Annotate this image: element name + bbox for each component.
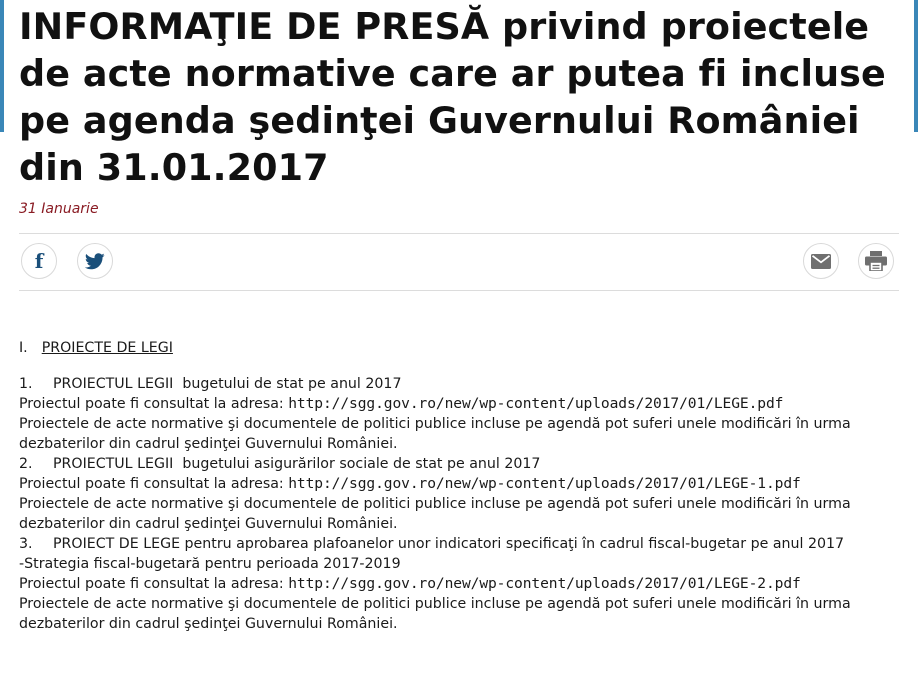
document-link[interactable]: http://sgg.gov.ro/new/wp-content/uploads/2017/01/LEGE-2.pdf (288, 575, 801, 592)
article-title: INFORMAŢIE DE PRESĂ privind proiectele de acte normative care ar putea fi incluse pe agenda şedinţei Guvernului României din 31.01.2017 (19, 5, 886, 189)
item-number: 2. (19, 456, 33, 472)
item-consult-line (19, 394, 899, 414)
section-title: PROIECTE DE LEGI (41, 340, 173, 356)
item-note: Proiectele de acte normative şi documentele de politici publice incluse pe agendă pot suferi unele modificări în urma dezbaterilor din cadrul şedinţei Guvernului României. (19, 596, 851, 632)
item-title (19, 534, 899, 554)
twitter-icon (85, 253, 105, 270)
section-heading (19, 338, 899, 358)
document-link[interactable]: http://sgg.gov.ro/new/wp-content/uploads/2017/01/LEGE.pdf (288, 395, 784, 412)
item-consult-line (19, 474, 899, 494)
twitter-share-button[interactable] (77, 243, 113, 279)
list-item (19, 534, 899, 634)
facebook-icon: f (34, 249, 44, 273)
item-title-rest: bugetului asigurărilor sociale de stat pe anul 2017 (173, 456, 541, 472)
item-consult-line (19, 574, 899, 594)
article-body (19, 338, 899, 634)
email-icon (811, 254, 831, 269)
item-note: Proiectele de acte normative şi documentele de politici publice incluse pe agendă pot suferi unele modificări în urma dezbaterilor din cadrul şedinţei Guvernului României. (19, 496, 851, 532)
item-note: Proiectele de acte normative şi documentele de politici publice incluse pe agendă pot suferi unele modificări în urma dezbaterilor din cadrul şedinţei Guvernului României. (19, 416, 851, 452)
print-icon (865, 251, 887, 271)
item-title-rest: pentru aprobarea plafoanelor unor indicatori specificaţi în cadrul fiscal-bugetar pe anul 2017 (180, 536, 845, 552)
consult-label: Proiectul poate fi consultat la adresa: (19, 576, 289, 592)
share-bar (19, 233, 899, 291)
list-item (19, 454, 899, 534)
document-link[interactable]: http://sgg.gov.ro/new/wp-content/uploads/2017/01/LEGE-1.pdf (288, 475, 801, 492)
item-extra: -Strategia fiscal-bugetară pentru perioada 2017-2019 (19, 556, 401, 572)
item-title (19, 454, 899, 474)
email-share-button[interactable] (803, 243, 839, 279)
print-button[interactable] (858, 243, 894, 279)
facebook-share-button[interactable] (21, 243, 57, 279)
item-title (19, 374, 899, 394)
item-title-rest: bugetului de stat pe anul 2017 (173, 376, 402, 392)
consult-label: Proiectul poate fi consultat la adresa: (19, 476, 289, 492)
item-title-bold: PROIECT DE LEGE (53, 536, 181, 552)
item-title-bold: PROIECTUL LEGII (53, 376, 174, 392)
left-edge-bar (0, 0, 4, 132)
item-title-bold: PROIECTUL LEGII (53, 456, 174, 472)
right-edge-bar (914, 0, 918, 132)
consult-label: Proiectul poate fi consultat la adresa: (19, 396, 289, 412)
section-number: I. (19, 340, 28, 356)
item-number: 1. (19, 376, 33, 392)
item-number: 3. (19, 536, 33, 552)
article (19, 0, 899, 632)
list-item (19, 374, 899, 454)
article-date: 31 Ianuarie (19, 201, 99, 217)
